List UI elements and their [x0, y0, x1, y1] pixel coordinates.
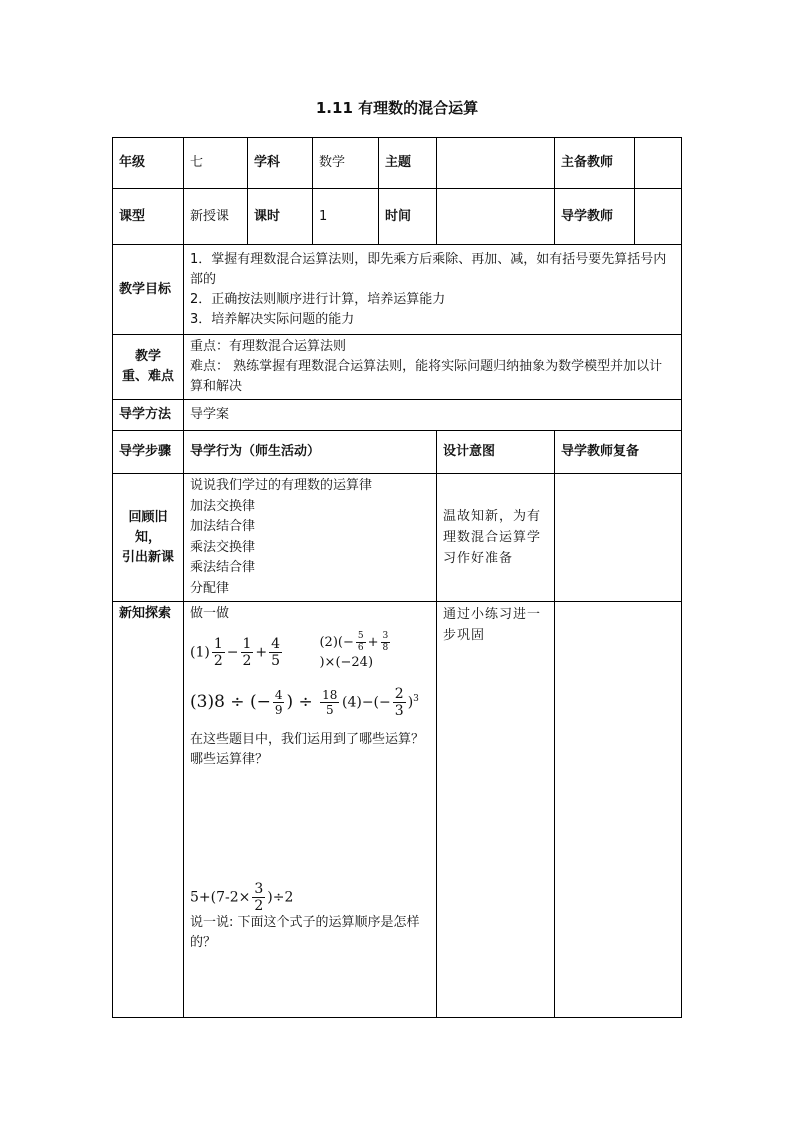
review-line: 乘法结合律 — [190, 560, 256, 575]
type-label: 课型 — [113, 189, 184, 245]
method-value: 导学案 — [184, 400, 682, 431]
review-line: 说说我们学过的有理数的运算律 — [190, 478, 373, 493]
goal-item: 2．正确按法则顺序进行计算，培养运算能力 — [190, 291, 446, 307]
method-label: 导学方法 — [113, 400, 184, 431]
key-points-row — [113, 335, 682, 400]
time-label: 时间 — [379, 189, 437, 245]
lead-teacher-label: 主备教师 — [555, 138, 635, 189]
goals-content — [184, 245, 682, 335]
topic-value — [437, 138, 555, 189]
topic-label: 主题 — [379, 138, 437, 189]
steps-header: 导学步骤 — [113, 431, 184, 474]
review-line: 乘法交换律 — [190, 539, 256, 555]
goal-item: 1．掌握有理数混合运算法则，即先乘方后乘除、再加、减，如有括号要先算括号内部的 — [190, 251, 667, 287]
review-header: 导学教师复备 — [555, 431, 682, 474]
goals-label: 教学目标 — [113, 245, 184, 335]
exercise-3: (3)8 ÷ (− $\frac{4}{9}$ ) ÷ $\frac{18}{5}$ — [190, 687, 338, 717]
method-row — [113, 400, 682, 431]
lead-teacher-value — [635, 138, 682, 189]
guide-teacher-value — [635, 189, 682, 245]
lesson-plan-table — [112, 137, 682, 1018]
explore-section-row — [113, 602, 682, 1018]
review-line: 加法交换律 — [190, 498, 256, 514]
goal-item: 3．培养解决实际问题的能力 — [190, 311, 355, 327]
difficulty-text: 难点： 熟练掌握有理数混合运算法则，能将实际问题归纳抽象为数学模型并加以计算和解决 — [190, 359, 663, 394]
key-points-label: 教学 重、难点 — [113, 335, 184, 400]
guide-teacher-label: 导学教师 — [555, 189, 635, 245]
hours-value: 1 — [313, 189, 379, 245]
discuss-block — [190, 882, 430, 953]
page-title: 1.11 有理数的混合运算 — [315, 99, 479, 117]
discuss-text: 说一说: 下面这个式子的运算顺序是怎样的？ — [190, 915, 420, 950]
info-row-1 — [113, 138, 682, 189]
steps-header-row — [113, 431, 682, 474]
exercise-row-2 — [190, 680, 430, 724]
exercise-1: (1) $\frac{1}{2}$ − $\frac{1}{2}$ + $\frac{4}{5}$ — [190, 635, 281, 669]
explore-notes — [555, 602, 682, 1018]
review-section-row — [113, 474, 682, 602]
grade-value: 七 — [184, 138, 248, 189]
subject-value: 数学 — [313, 138, 379, 189]
review-notes — [555, 474, 682, 602]
hours-label: 课时 — [248, 189, 313, 245]
exercise-row-1 — [190, 630, 430, 674]
review-design: 温故知新，为有理数混合运算学习作好准备 — [437, 474, 555, 602]
discuss-expression: 5+(7-2× $\frac{3}{2}$ )÷2 — [190, 881, 294, 914]
info-row-2 — [113, 189, 682, 245]
explore-design: 通过小练习进一步巩固 — [437, 602, 555, 1018]
type-value: 新授课 — [184, 189, 248, 245]
review-line: 分配律 — [190, 580, 230, 596]
grade-label: 年级 — [113, 138, 184, 189]
goals-row — [113, 245, 682, 335]
explore-intro: 做一做 — [190, 606, 230, 621]
explore-question: 在这些题目中，我们运用到了哪些运算？哪些运算律？ — [190, 732, 425, 767]
review-section-content — [184, 474, 437, 602]
explore-section-content — [184, 602, 437, 1018]
review-line: 加法结合律 — [190, 519, 256, 534]
design-header: 设计意图 — [437, 431, 555, 474]
focus-text: 重点：有理数混合运算法则 — [190, 339, 347, 354]
activity-header: 导学行为（师生活动） — [184, 431, 437, 474]
exercise-2: (2)(− $\frac{5}{6}$ + $\frac{3}{8}$ )×(−24) — [319, 630, 389, 670]
key-points-content — [184, 335, 682, 400]
review-section-label: 回顾旧知， 引出新课 — [113, 474, 184, 602]
explore-section-label: 新知探索 — [113, 602, 184, 1018]
time-value — [437, 189, 555, 245]
subject-label: 学科 — [248, 138, 313, 189]
exercise-4: (4)−(− $\frac{2}{3}$ )$^3$ — [342, 685, 419, 719]
